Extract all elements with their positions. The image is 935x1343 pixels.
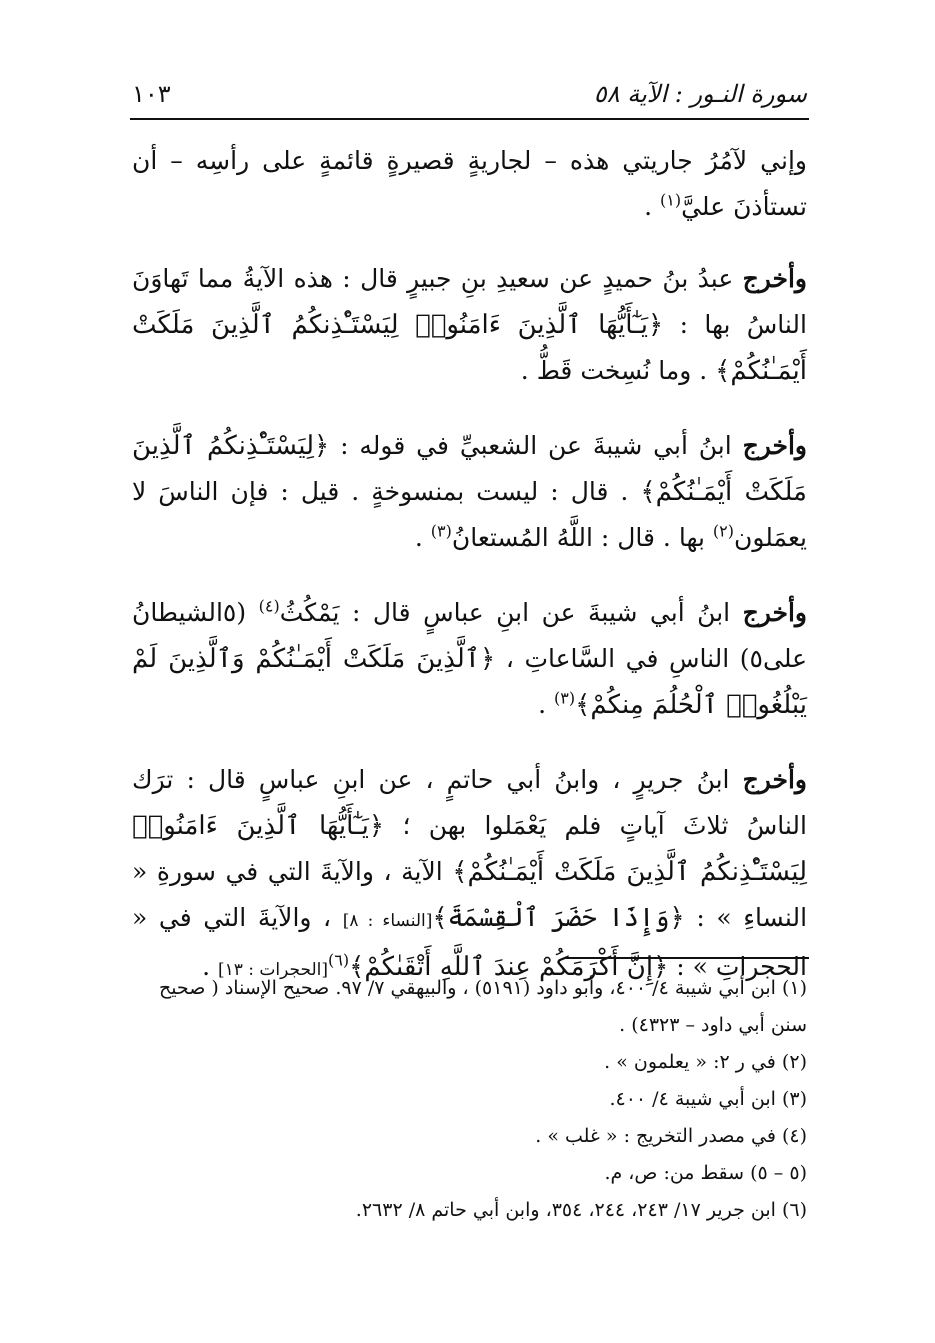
paragraph-text: وإني لآمُرُ جاريتي هذه – لجاريةٍ قصيرةٍ قائمةٍ على رأسِه – أن تستأذنَ عليَّ: [132, 146, 807, 221]
footnote-ref: (١): [660, 190, 682, 210]
paragraph-opener: وأخرج: [742, 431, 807, 460]
footnote-5: (٥ – ٥) سقط من: ص، م.: [604, 1162, 807, 1184]
paragraph-hadith: [132, 590, 807, 728]
paragraph-hadith: [132, 256, 807, 394]
footnote-ref: (٣): [430, 521, 452, 541]
footnote-4: (٤) في مصدر التخريج : « غلب » .: [535, 1125, 807, 1147]
quran-reference: [الحجرات : ١٣]: [217, 960, 329, 980]
quran-quote: ﴿ٱلَّذِينَ مَلَكَتْ أَيْمَـٰنُكُمْ وَٱلَّذِينَ لَمْ يَبْلُغُوا۟ ٱلْحُلُمَ مِنكُمْ﴾: [132, 644, 807, 720]
main-text: [132, 138, 807, 1022]
paragraph-text: بها . قال : اللَّهُ المُستعانُ: [451, 523, 713, 552]
paragraph-text: عبدُ بنُ حميدٍ عن سعيدِ بنِ جبيرٍ قال : هذه الآيةُ مما تَهاوَنَ الناسُ بها :: [132, 264, 807, 339]
paragraph-text: ابنُ أبي شيبةَ عن ابنِ عباسٍ قال : يَمْكُثُ: [279, 598, 743, 627]
paragraph-opener: وأخرج: [742, 264, 807, 293]
paragraph-opener: وأخرج: [742, 765, 807, 794]
header-rule: [130, 118, 809, 120]
footnote-1: (١) ابن أبي شيبة ٤/ ٤٠٠، وأبو داود (٥١٩١) ، والبيهقي ٧/ ٩٧. صحيح الإسناد ( صحيح سنن أبي داود – ٤٣٢٣) .: [158, 977, 807, 1036]
paragraph-text: . قال : ليست بمنسوخةٍ . قيل : فإن الناسَ لا يعمَلون: [132, 477, 807, 552]
quran-quote: ﴿وَإِذَا حَضَرَ ٱلْقِسْمَةَ﴾: [432, 903, 685, 933]
quran-reference: [النساء : ٨]: [342, 911, 433, 931]
paragraph-end: .: [538, 690, 554, 719]
footnote-ref: (٤): [258, 596, 280, 616]
paragraph-text: الآية ، والآيةَ التي في سورةِ « النساءِ » :: [132, 857, 808, 932]
paragraph-text: ابنُ جريرٍ ، وابنُ أبي حاتمٍ ، عن ابنِ عباسٍ قال : ترَك الناسُ ثلاثَ آياتٍ فلم يَعْمَلوا بهن ؛: [132, 765, 807, 840]
paragraph-end: .: [202, 952, 218, 981]
paragraph-text: ابنُ أبي شيبةَ عن الشعبيِّ في قوله :: [329, 431, 743, 460]
quran-quote: ﴿إِنَّ أَكْرَمَكُمْ عِندَ ٱللَّهِ أَتْقَىٰكُمْ﴾: [349, 952, 669, 982]
footnote-2: (٢) في ر ٢: « يعلمون » .: [604, 1051, 807, 1073]
footnote-ref: (٢): [712, 521, 734, 541]
footnotes: [132, 970, 807, 1229]
footnote-3: (٣) ابن أبي شيبة ٤/ ٤٠٠.: [609, 1088, 807, 1110]
paragraph-text: ، والآيةَ التي في « الحجراتِ » :: [132, 903, 807, 981]
running-title: سورة النـور : الآية ٥٨: [593, 80, 807, 108]
paragraph-opener: وأخرج: [742, 598, 807, 627]
paragraph-continuation: [132, 138, 807, 230]
quran-quote: ﴿يَـٰٓأَيُّهَا ٱلَّذِينَ ءَامَنُوا۟ لِيَسْتَـْٔذِنكُمُ ٱلَّذِينَ مَلَكَتْ أَيْمَـٰنُكُمْ﴾: [132, 310, 807, 386]
page-header: [132, 64, 807, 108]
paragraph-end: .: [644, 192, 660, 221]
quran-quote: ﴿لِيَسْتَـْٔذِنكُمُ ٱلَّذِينَ مَلَكَتْ أَيْمَـٰنُكُمْ﴾: [132, 431, 807, 507]
page-number: ١٠٣: [132, 80, 171, 108]
paragraph-text: (٥الشيطانُ على٥) الناسِ في السَّاعاتِ ،: [132, 598, 808, 673]
paragraph-end: . وما نُسِخت قَطُّ .: [520, 356, 716, 385]
footnote-6: (٦) ابن جرير ١٧/ ٢٤٣، ٢٤٤، ٣٥٤، وابن أبي حاتم ٨/ ٢٦٣٢.: [355, 1199, 807, 1221]
footnote-ref: (٣): [553, 688, 576, 708]
paragraph-hadith: [132, 423, 807, 561]
quran-quote: ﴿يَـٰٓأَيُّهَا ٱلَّذِينَ ءَامَنُوا۟ لِيَسْتَـْٔذِنكُمُ ٱلَّذِينَ مَلَكَتْ أَيْمَـٰنُكُمْ﴾: [132, 811, 807, 887]
paragraph-end: .: [414, 523, 431, 552]
footnote-rule: [565, 957, 809, 959]
footnote-ref: (٦): [328, 950, 350, 970]
